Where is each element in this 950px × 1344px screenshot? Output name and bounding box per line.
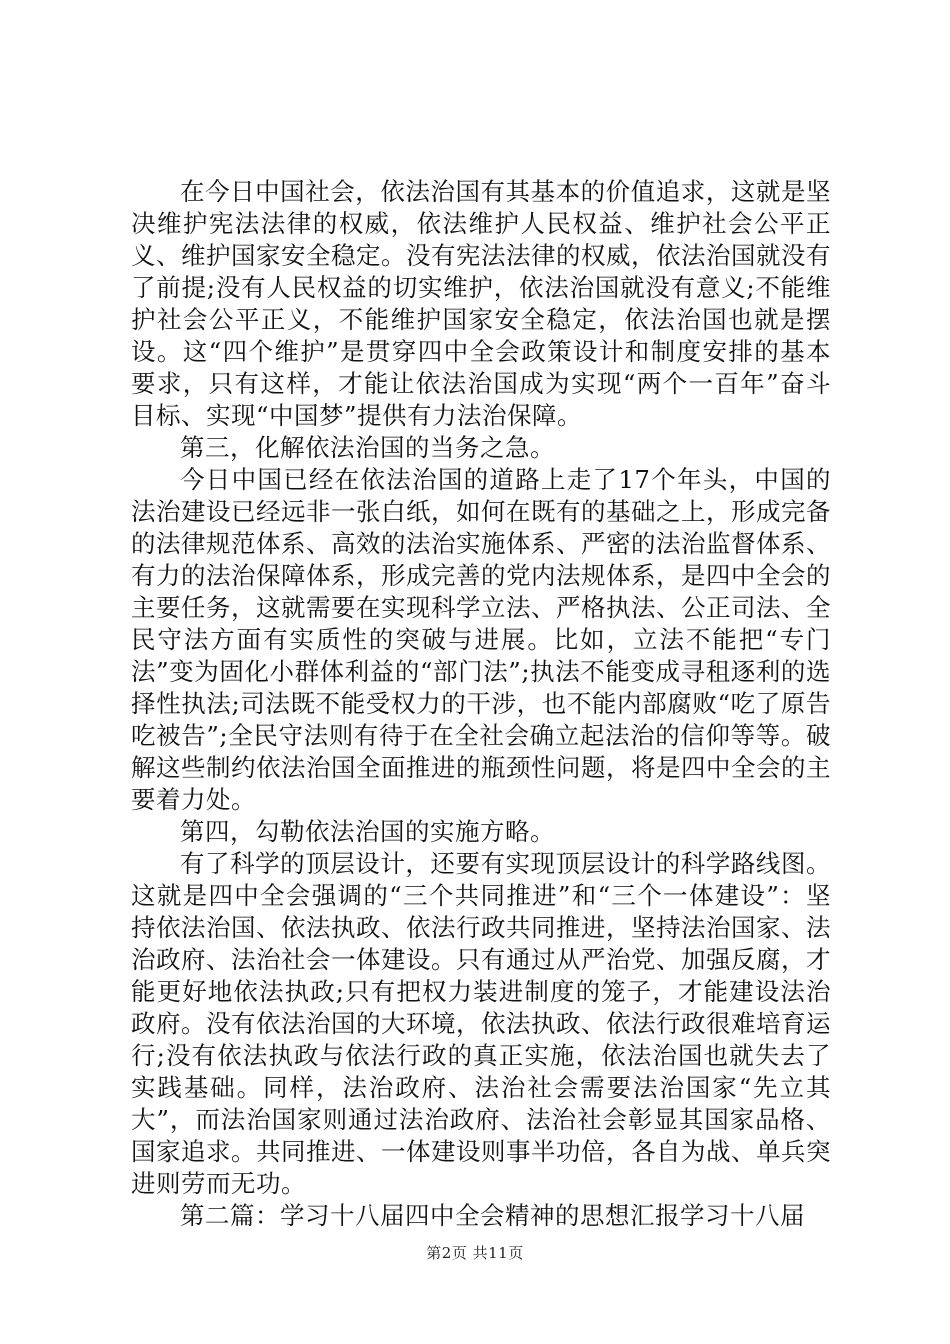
paragraph-four-safeguards: 在今日中国社会，依法治国有其基本的价值追求，这就是坚决维护宪法法律的权威，依法维护人民权益、维护社会公平正义、维护国家安全稳定。没有宪法法律的权威，依法治国就没有了前提;没有人民权益的切实维护，依法治国就没有意义;不能维护社会公平正义，不能维护国家安全稳定，依法治国也就是摆设。这“四个维护”是贯穿四中全会政策设计和制度安排的基本要求，只有这样，才能让依法治国成为实现“两个一百年”奋斗目标、实现“中国梦”提供有力法治保障。 <box>131 177 831 430</box>
document-body <box>131 176 831 1232</box>
heading-fourth-point: 第四，勾勒依法治国的实施方略。 <box>180 817 555 846</box>
paragraph-urgent-tasks: 今日中国已经在依法治国的道路上走了17个年头，中国的法治建设已经远非一张白纸，如何在既有的基础之上，形成完备的法律规范体系、高效的法治实施体系、严密的法治监督体系、有力的法治保障体系，形成完善的党内法规体系，是四中全会的主要任务，这就需要在实现科学立法、严格执法、公正司法、全民守法方面有实质性的突破与进展。比如，立法不能把“专门法”变为固化小群体利益的“部门法”;执法不能变成寻租逐利的选择性执法;司法既不能受权力的干涉，也不能内部腐败“吃了原告吃被告”;全民守法则有待于在全社会确立起法治的信仰等等。破解这些制约依法治国全面推进的瓶颈性问题，将是四中全会的主要着力处。 <box>131 465 831 814</box>
heading-third-point: 第三，化解依法治国的当务之急。 <box>180 433 555 462</box>
paragraph-second-article-title: 第二篇：学习十八届四中全会精神的思想汇报学习十八届 <box>180 1201 805 1230</box>
paragraph-implementation-strategy: 有了科学的顶层设计，还要有实现顶层设计的科学路线图。这就是四中全会强调的“三个共同推进”和“三个一体建设”：坚持依法治国、依法执政、依法行政共同推进，坚持法治国家、法治政府、法治社会一体建设。只有通过从严治党、加强反腐，才能更好地依法执政;只有把权力装进制度的笼子，才能建设法治政府。没有依法治国的大环境，依法执政、依法行政很难培育运行;没有依法执政与依法行政的真正实施，依法治国也就失去了实践基础。同样，法治政府、法治社会需要法治国家“先立其大”，而法治国家则通过法治政府、法治社会彰显其国家品格、国家追求。共同推进、一体建设则事半功倍，各自为战、单兵突进则劳而无功。 <box>131 849 831 1198</box>
page-number-footer: 第2页 共11页 <box>426 1244 524 1262</box>
